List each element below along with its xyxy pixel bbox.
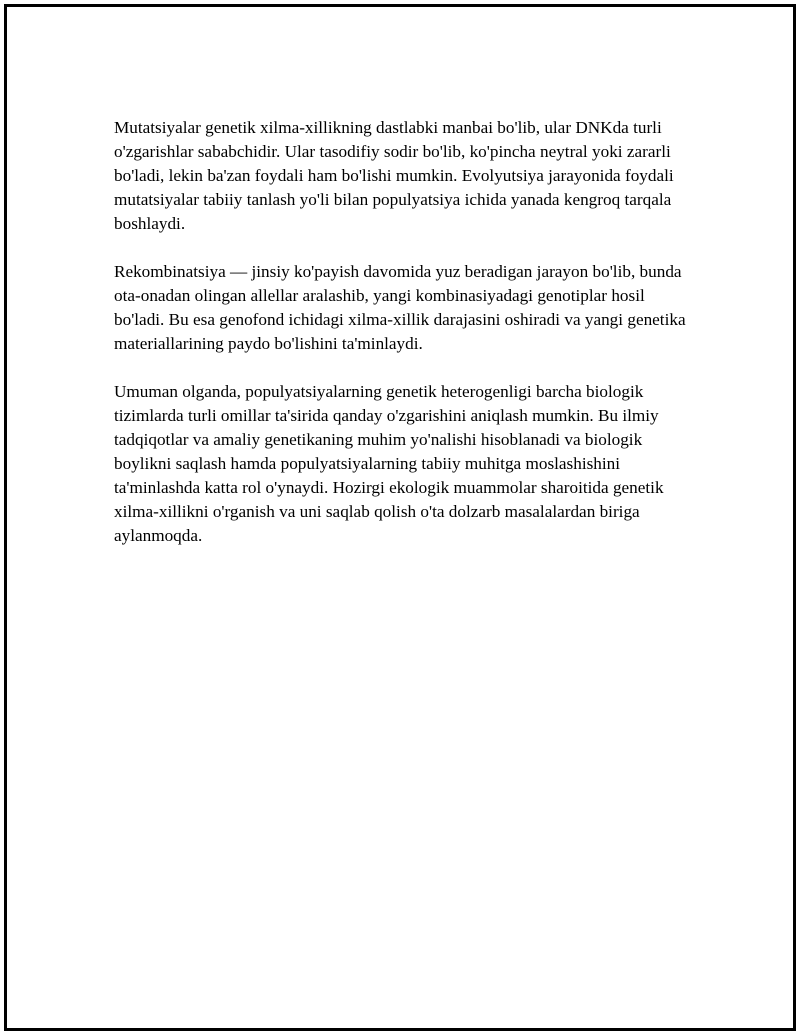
paragraph-mutations: Mutatsiyalar genetik xilma-xillikning dastlabki manbai bo'lib, ular DNKda turli o'zgarishlar sababchidir. Ular tasodifiy sodir bo'lib, ko'pincha neytral yoki zararli bo'ladi, lekin ba'zan foydali ham bo'lishi mumkin. Evolyutsiya jarayonida foydali mutatsiyalar tabiiy tanlash yo'li bilan populyatsiya ichida yanada kengroq tarqala boshlaydi. [114,118,674,233]
paragraph-recombination: Rekombinatsiya — jinsiy ko'payish davomida yuz beradigan jarayon bo'lib, bunda ota-onadan olingan allellar aralashib, yangi kombinasiyadagi genotiplar hosil bo'ladi. Bu esa genofond ichidagi xilma-xillik darajasini oshiradi va yangi genetika materiallarining paydo bo'lishini ta'minlaydi. [114,262,686,353]
paragraph-conclusion: Umuman olganda, populyatsiyalarning genetik heterogenligi barcha biologik tizimlarda turli omillar ta'sirida qanday o'zgarishini aniqlash mumkin. Bu ilmiy tadqiqotlar va amaliy genetikaning muhim yo'nalishi hisoblanadi va biologik boylikni saqlash hamda populyatsiyalarning tabiiy muhitga moslashishini ta'minlashda katta rol o'ynaydi. Hozirgi ekologik muammolar sharoitida genetik xilma-xillikni o'rganish va uni saqlab qolish o'ta dolzarb masalalardan biriga aylanmoqda. [114,382,664,545]
document-body [114,116,694,572]
